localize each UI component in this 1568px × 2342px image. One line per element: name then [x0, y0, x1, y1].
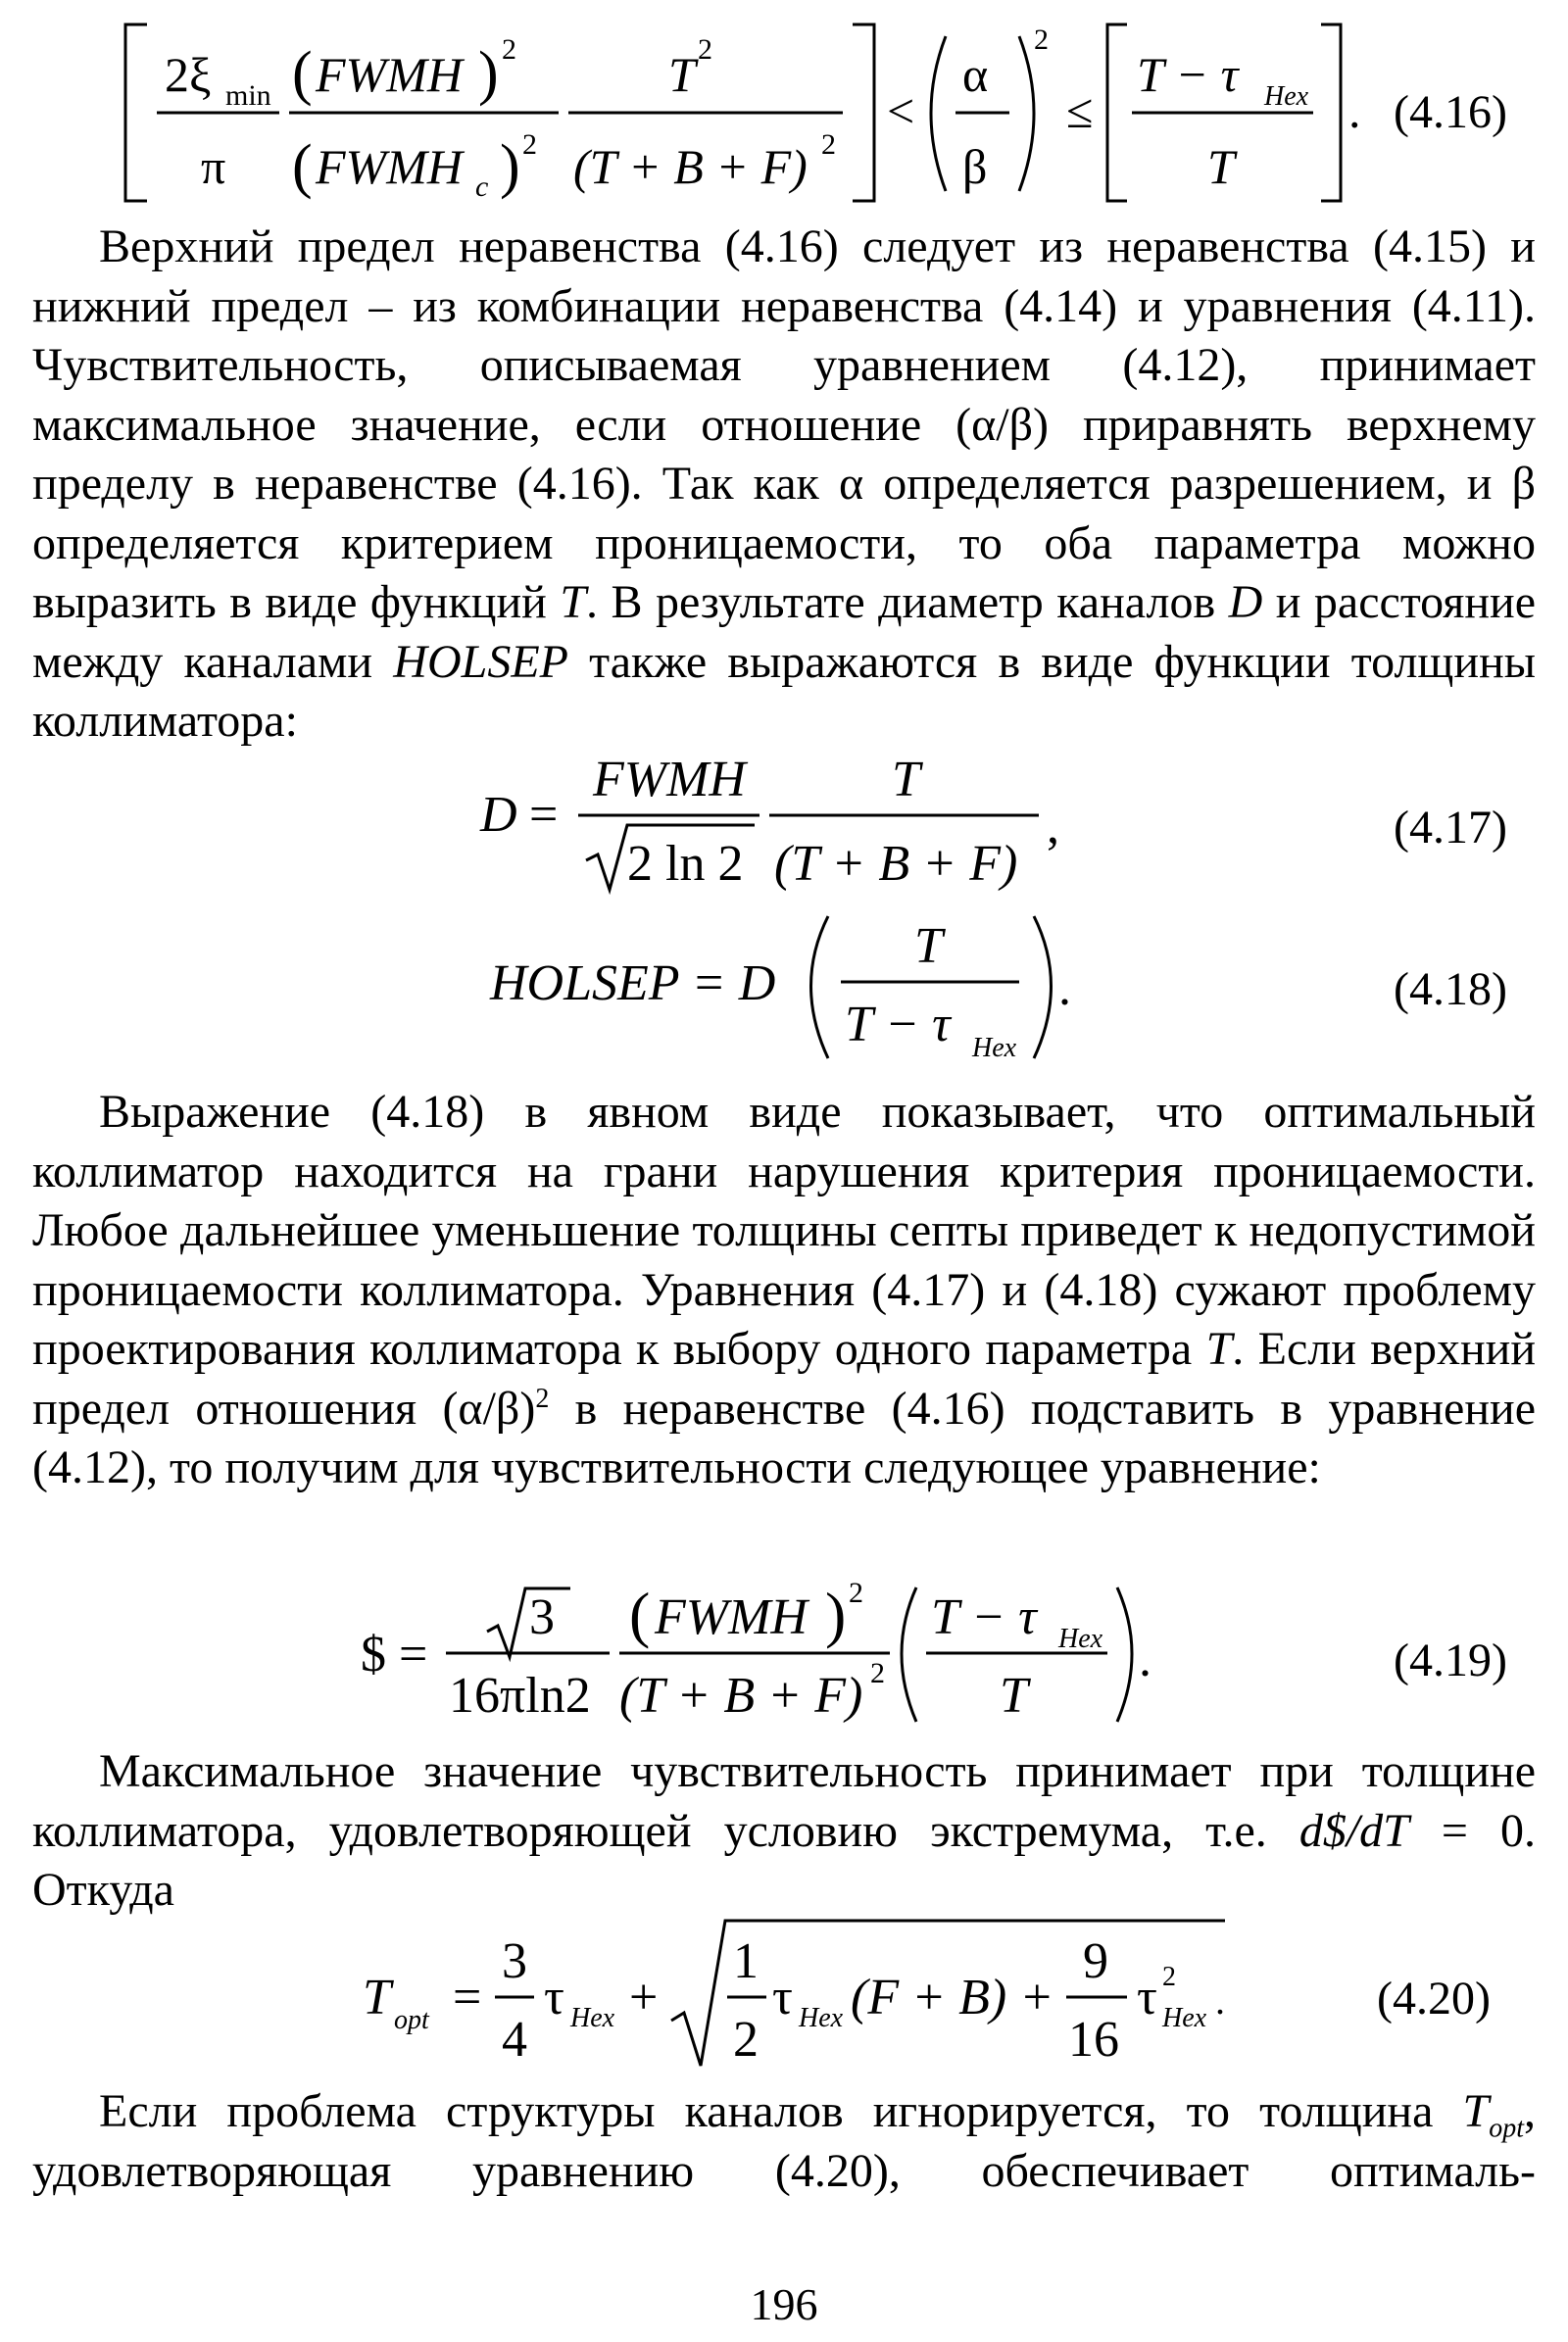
eq416-fwmh-c: FWMH: [316, 139, 463, 194]
equation-4-17: [0, 745, 1568, 902]
eq417-denom: (T + B + F): [774, 836, 1018, 892]
svg-text:.: .: [1215, 1978, 1225, 2023]
eq416-pi: π: [201, 139, 226, 194]
svg-text:τ: τ: [772, 1970, 793, 2025]
svg-text:2: 2: [1162, 1962, 1176, 1992]
eq418-lhs: HOLSEP = D: [490, 955, 776, 1011]
eq417-sqrt-arg: 2 ln 2: [627, 836, 744, 892]
eq416-two-xi: 2ξ: [165, 47, 212, 102]
eq419-fwmh: FWMH: [655, 1589, 808, 1645]
svg-text:,: ,: [1047, 799, 1059, 854]
eq416-beta: β: [962, 139, 988, 194]
svg-text:Hex: Hex: [1162, 2003, 1207, 2033]
svg-text:T: T: [1207, 139, 1235, 194]
eq418-t-tau: T − τ: [845, 997, 951, 1052]
eq416-min: min: [225, 79, 271, 112]
svg-text:4: 4: [502, 2012, 527, 2068]
eq418-number: (4.18): [1394, 963, 1507, 1015]
svg-text:2: 2: [849, 1577, 863, 1609]
svg-text:2: 2: [1034, 24, 1049, 56]
svg-text:Hex: Hex: [1264, 81, 1309, 112]
svg-text:<: <: [887, 83, 915, 138]
svg-text:2: 2: [821, 128, 836, 161]
equation-4-18: [0, 902, 1568, 1068]
eq419-dollar: $ =: [361, 1627, 428, 1683]
svg-text:3: 3: [529, 1589, 555, 1645]
eq416-t-tau: T − τ: [1137, 47, 1239, 102]
paragraph-1: Верхний предел неравенства (4.16) следует из неравенства (4.15) и нижний предел – из комбинации неравенства (4.14) и уравнения (4.11). Чувствительность, описываемая уравнением (4.12), принимает максимальное значение, если отношение (α/β) приравнять верхнему пределу в неравенстве (4.16). Так как α определяется разрешением, и β определяется критерием проницаемости, то оба параметра можно выразить в виде функций T. В результате диаметр каналов D и расстояние между каналами HOLSEP также выражаются в виде функции толщины коллиматора:: [32, 220, 1537, 747]
svg-text:T: T: [892, 752, 920, 807]
eq416-denom: (T + B + F): [573, 139, 808, 194]
eq420-number: (4.20): [1377, 1973, 1491, 2025]
equation-4-16: [0, 15, 1568, 230]
eq416-t2: T: [668, 47, 696, 102]
svg-text:T: T: [914, 918, 943, 974]
svg-text:2: 2: [698, 33, 712, 66]
eq419-denom: (T + B + F): [619, 1668, 863, 1724]
svg-text:3: 3: [502, 1933, 527, 1989]
svg-text:≤: ≤: [1066, 83, 1094, 138]
eq416-alpha: α: [962, 47, 989, 102]
eq419-t-tau: T − τ: [931, 1589, 1037, 1645]
eq416-fwmh: FWMH: [316, 47, 463, 102]
svg-text:2: 2: [870, 1657, 885, 1689]
svg-text:2: 2: [522, 128, 537, 161]
svg-text:): ): [825, 1580, 847, 1649]
paragraph-2: Выражение (4.18) в явном виде показывает, что оптимальный коллиматор находится на грани нарушения критерия проницаемости. Любое дальнейшее уменьшение толщины септы приведет к недопустимой проницаемости коллиматора. Уравнения (4.17) и (4.18) сужают проблему проектирования коллиматора к выбору одного параметра T. Если верхний предел отношения $(\alpha/\beta)^2$ в неравенстве (4.16) подставить в уравнение (4.12), то получим для чувствительности следующее уравнение:: [32, 1086, 1536, 1493]
equation-4-19: [0, 1573, 1568, 1730]
svg-text:1: 1: [733, 1933, 759, 1989]
svg-text:.: .: [1348, 83, 1361, 138]
equation-4-20: [0, 1911, 1568, 2077]
svg-text:Hex: Hex: [1058, 1624, 1103, 1654]
svg-text:9: 9: [1083, 1933, 1108, 1989]
paragraph-4: Если проблема структуры каналов игнорируется, то толщина $T_{opt}$, удовлетворяющая уравнению (4.20), обеспечивает оптималь-: [32, 2085, 1537, 2197]
svg-text:=: =: [453, 1970, 482, 2025]
svg-text:16: 16: [1068, 2012, 1119, 2068]
svg-text:Hex: Hex: [799, 2003, 844, 2033]
svg-text:(: (: [292, 40, 313, 107]
svg-text:2: 2: [733, 2012, 759, 2068]
svg-text:T: T: [1000, 1668, 1028, 1724]
svg-text:): ): [500, 133, 520, 200]
eq417-d: D: [480, 787, 517, 843]
svg-text:opt: opt: [394, 2005, 429, 2035]
page-number: 196: [750, 2279, 818, 2329]
paragraph-3: Максимальное значение чувствительность принимает при толщине коллиматора, удовлетворяющей условию экстремума, т.е. d$/dT = 0. Откуда: [32, 1745, 1537, 1916]
eq416-number: (4.16): [1394, 86, 1507, 138]
svg-text:c: c: [475, 171, 489, 203]
svg-text:Hex: Hex: [972, 1033, 1017, 1063]
svg-text:.: .: [1139, 1632, 1152, 1687]
svg-text:(: (: [292, 133, 313, 200]
svg-text:+: +: [629, 1970, 659, 2025]
svg-text:τ: τ: [1137, 1970, 1157, 2025]
svg-text:(: (: [629, 1580, 651, 1649]
svg-text:): ): [478, 40, 499, 107]
svg-text:Hex: Hex: [570, 2003, 615, 2033]
svg-text:2: 2: [502, 33, 516, 66]
svg-text:τ: τ: [544, 1970, 564, 2025]
eq420-mid: (F + B) +: [851, 1970, 1054, 2025]
eq419-coef-den: 16πln2: [449, 1668, 591, 1724]
eq420-t: T: [363, 1970, 391, 2025]
eq417-number: (4.17): [1394, 802, 1507, 854]
svg-text:.: .: [1058, 960, 1071, 1016]
eq417-fwmh: FWMH: [593, 752, 746, 807]
svg-text:=: =: [529, 787, 559, 843]
eq419-number: (4.19): [1394, 1635, 1507, 1686]
